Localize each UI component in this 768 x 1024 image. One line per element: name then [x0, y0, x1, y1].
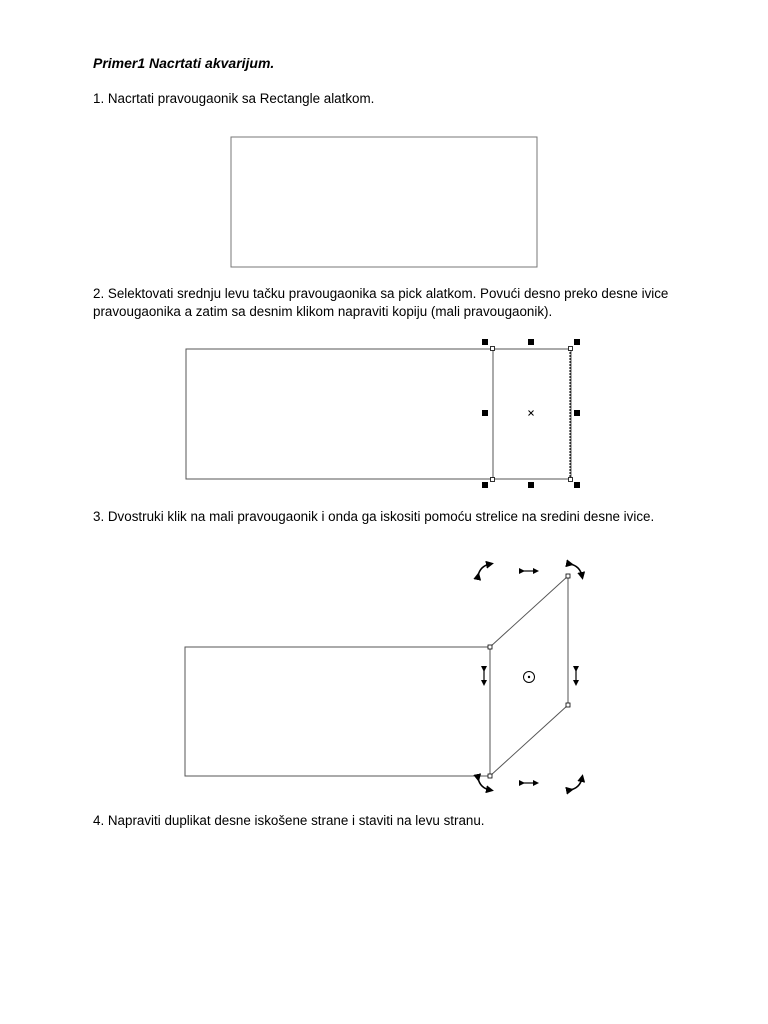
rotation-center-icon	[524, 672, 535, 683]
node-point	[488, 645, 492, 649]
node-point	[566, 703, 570, 707]
rotate-arrow-icon	[478, 778, 490, 790]
rotate-arrow-icon	[570, 564, 582, 576]
node-point	[566, 574, 570, 578]
step-3-text: 3. Dvostruki klik na mali pravougaonik i onda ga iskositi pomoću strelice na sredini desne ivice.	[93, 509, 655, 524]
node-point	[488, 774, 492, 778]
rotate-arrow-icon	[478, 564, 490, 576]
rotate-arrow-icon	[570, 778, 582, 790]
document-title: Primer1 Nacrtati akvarijum.	[93, 55, 275, 71]
main-rectangle	[185, 647, 490, 776]
step-2-text: 2. Selektovati srednju levu tačku pravougaonika sa pick alatkom. Povući desno preko desne ivice pravougaonika a zatim sa desnim klikom napraviti kopiju (mali pravougaonik).	[93, 286, 669, 319]
step-4-text: 4. Napraviti duplikat desne iskošene strane i staviti na levu stranu.	[93, 813, 485, 828]
step-1-text: 1. Nacrtati pravougaonik sa Rectangle alatkom.	[93, 91, 375, 106]
